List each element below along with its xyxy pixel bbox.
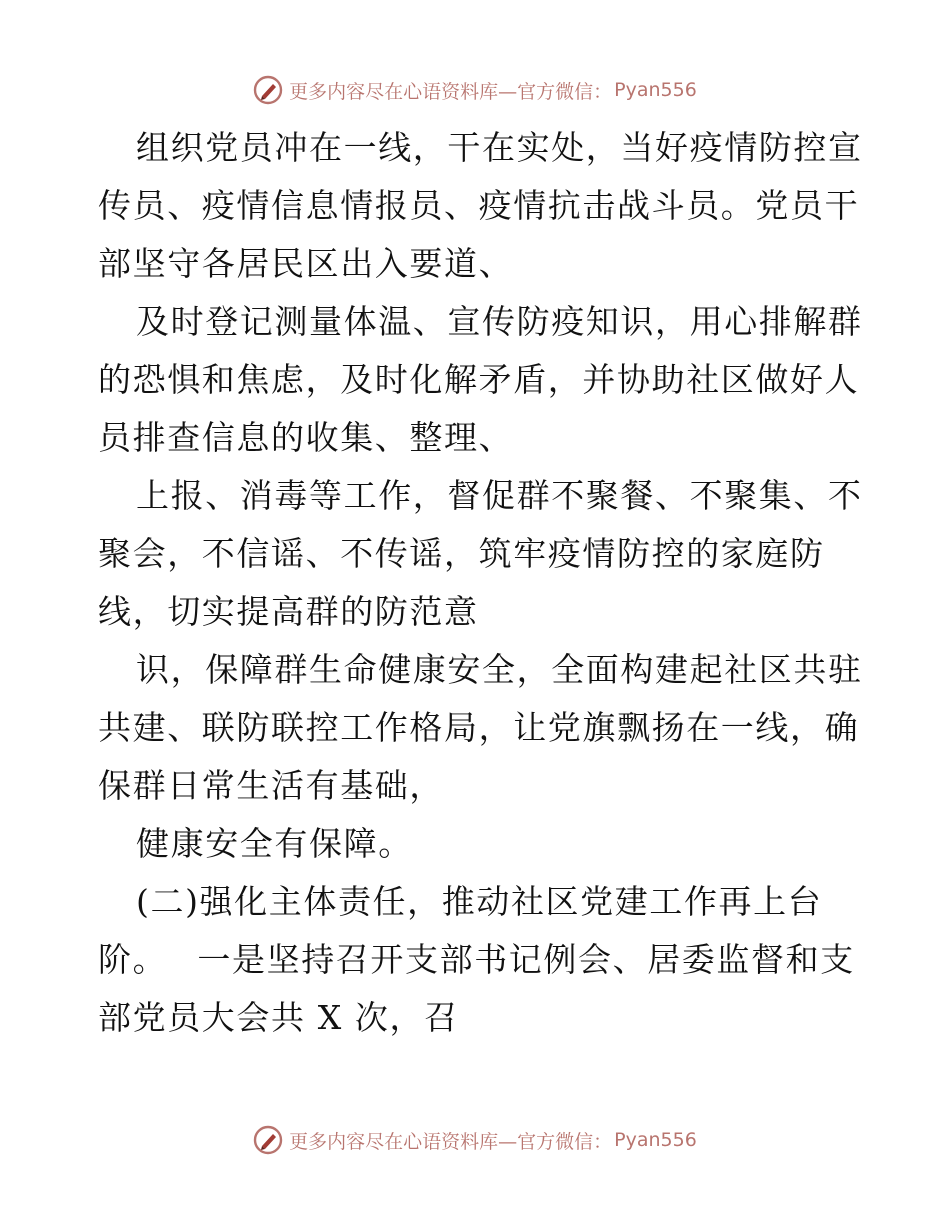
header-watermark — [0, 70, 950, 110]
text-line: 上报、消毒等工作，督促群不聚餐、不聚集、不 — [136, 476, 863, 515]
text-line: 阶。 一是坚持召开支部书记例会、居委监督和支 — [98, 940, 855, 979]
text-line: 共建、联防联控工作格局，让党旗飘扬在一线，确 — [98, 708, 860, 747]
text-line: 部党员大会共 X 次，召 — [98, 998, 459, 1037]
footer-watermark — [0, 1120, 950, 1160]
document-body — [98, 119, 863, 1047]
text-line: 传员、疫情信息情报员、疫情抗击战斗员。党员干 — [98, 186, 860, 225]
text-line: 健康安全有保障。 — [136, 824, 413, 863]
text-line: 的恐惧和焦虑，及时化解矛盾，并协助社区做好人 — [98, 360, 860, 399]
text-line: 保群日常生活有基础， — [98, 766, 444, 805]
text-line: 聚会，不信谣、不传谣，筑牢疫情防控的家庭防 — [98, 534, 825, 573]
watermark-text: 更多内容尽在心语资料库—官方微信： — [289, 1130, 613, 1153]
text-line: 组织党员冲在一线，干在实处，当好疫情防控宣 — [136, 128, 863, 167]
text-line: 员排查信息的收集、整理、 — [98, 418, 514, 457]
text-line: 部坚守各居民区出入要道、 — [98, 244, 514, 283]
pen-logo-icon — [253, 75, 283, 105]
text-line: 线，切实提高群的防范意 — [98, 592, 479, 631]
text-line: 及时登记测量体温、宣传防疫知识，用心排解群 — [136, 302, 863, 341]
pen-logo-icon — [253, 1125, 283, 1155]
text-line: 识，保障群生命健康安全，全面构建起社区共驻 — [136, 650, 863, 689]
text-line: (二)强化主体责任，推动社区党建工作再上台 — [136, 882, 823, 921]
watermark-wechat-id: Pyan556 — [614, 79, 697, 101]
watermark-wechat-id: Pyan556 — [614, 1129, 697, 1151]
watermark-text: 更多内容尽在心语资料库—官方微信： — [289, 80, 613, 103]
